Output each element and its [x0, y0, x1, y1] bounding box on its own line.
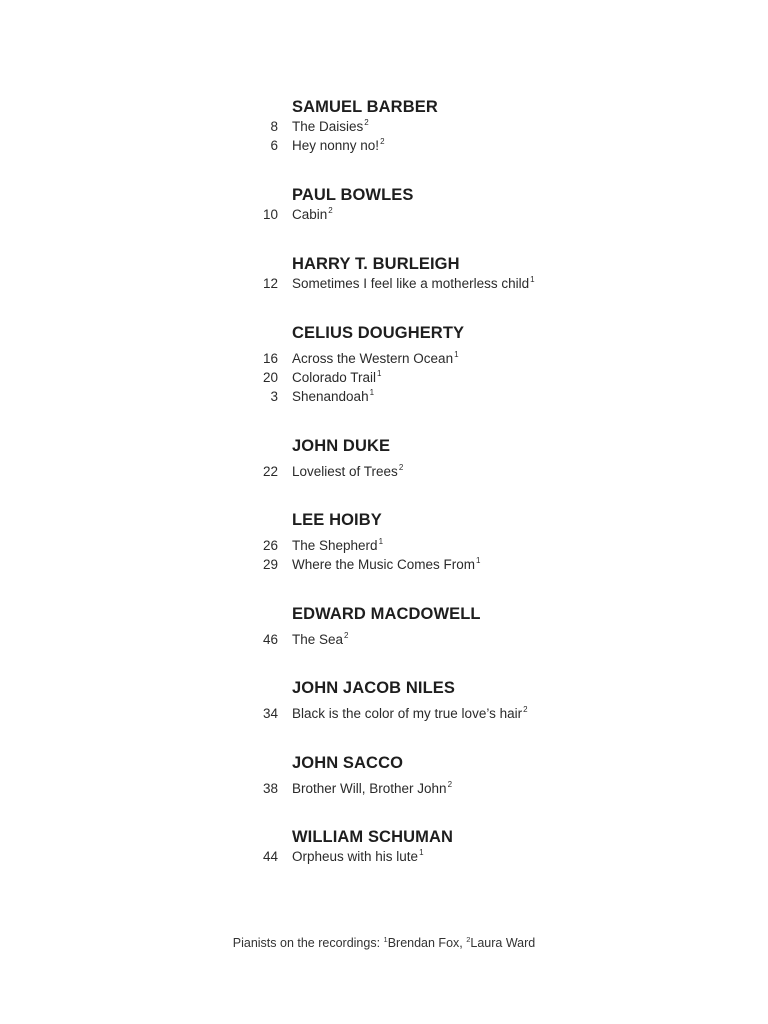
pianist-footnote-marker: 2	[344, 631, 349, 640]
song-title: The Shepherd$^1$	[292, 537, 384, 553]
pianists-footnote	[0, 936, 768, 950]
song-entry	[258, 387, 718, 406]
song-title: Where the Music Comes From$^1$	[292, 556, 481, 572]
composer-name: SAMUEL BARBER	[292, 98, 438, 116]
composer-section-schuman	[258, 827, 718, 866]
page-number: 26	[262, 538, 278, 553]
song-title: Brother Will, Brother John$^2$	[292, 780, 453, 796]
pianist-footnote-marker: 1	[530, 275, 535, 284]
composer-section-bowles	[258, 185, 718, 224]
page-number: 3	[270, 389, 278, 404]
pianist-footnote-marker: 1	[454, 350, 459, 359]
footnote-marker-2: 2	[466, 935, 471, 944]
page-number: 29	[262, 557, 278, 572]
song-entry	[258, 630, 718, 649]
composer-section-hoiby	[258, 510, 718, 574]
song-entry	[258, 847, 718, 866]
composer-section-macdowell	[258, 604, 718, 649]
pianist-footnote-marker: 2	[364, 118, 369, 127]
composer-name: WILLIAM SCHUMAN	[292, 828, 453, 846]
song-entry	[258, 462, 718, 481]
song-title: Loveliest of Trees$^2$	[292, 463, 404, 479]
pianist-footnote-marker: 2	[523, 705, 528, 714]
song-entry	[258, 274, 718, 293]
composer-name: JOHN SACCO	[292, 754, 404, 772]
pianist-footnote-marker: 2	[328, 206, 333, 215]
song-title: The Daisies$^2$	[292, 118, 369, 134]
footnote-marker-1: 1	[383, 935, 388, 944]
song-title: Sometimes I feel like a motherless child$^1$	[292, 275, 535, 291]
composer-section-sacco	[258, 753, 718, 798]
composer-section-dougherty	[258, 323, 718, 406]
page-number: 6	[270, 138, 278, 153]
song-title: Cabin$^2$	[292, 206, 333, 222]
song-title: Orpheus with his lute$^1$	[292, 848, 424, 864]
song-entry	[258, 536, 718, 555]
composer-name: LEE HOIBY	[292, 511, 382, 529]
pianist-footnote-marker: 2	[447, 780, 453, 789]
footnote-prefix: Pianists on the recordings:	[232, 936, 384, 950]
page-number: 8	[270, 119, 278, 134]
song-entry	[258, 779, 718, 798]
composer-name: JOHN JACOB NILES	[292, 679, 455, 697]
composer-section-burleigh	[258, 254, 718, 293]
song-title: Hey nonny no!$^2$	[292, 137, 385, 153]
song-entry	[258, 704, 718, 723]
pianist-footnote-marker: 2	[398, 463, 404, 472]
song-title: Across the Western Ocean$^1$	[292, 350, 459, 366]
pianist-footnote-marker: 2	[380, 137, 385, 146]
pianist-footnote-marker: 1	[377, 369, 382, 378]
composer-section-niles	[258, 678, 718, 723]
song-entry	[258, 349, 718, 368]
composer-section-duke	[258, 436, 718, 481]
page-number: 12	[262, 276, 278, 291]
composer-name: PAUL BOWLES	[292, 186, 414, 204]
song-entry	[258, 205, 718, 224]
composer-section-barber	[258, 97, 718, 155]
page-number: 22	[262, 464, 278, 479]
page-number: 46	[262, 632, 278, 647]
song-entry	[258, 117, 718, 136]
pianist-footnote-marker: 1	[369, 388, 375, 397]
page-number: 20	[262, 370, 278, 385]
composer-name: JOHN DUKE	[292, 437, 391, 455]
pianist-footnote-marker: 1	[378, 537, 384, 546]
page-number: 10	[262, 207, 278, 222]
pianist-1-name: Brendan Fox,	[387, 936, 467, 950]
pianist-footnote-marker: 1	[476, 556, 481, 565]
page-number: 34	[262, 706, 278, 721]
composer-name: EDWARD MACDOWELL	[292, 605, 481, 623]
song-entry	[258, 555, 718, 574]
composer-name: CELIUS DOUGHERTY	[292, 324, 465, 342]
page-number: 38	[262, 781, 278, 796]
page-number: 16	[262, 351, 278, 366]
song-entry	[258, 368, 718, 387]
song-title: Black is the color of my true love’s hair$^2$	[292, 705, 528, 721]
song-entry	[258, 136, 718, 155]
song-title: Shenandoah$^1$	[292, 388, 375, 404]
composer-name: HARRY T. BURLEIGH	[292, 255, 460, 273]
song-title: Colorado Trail$^1$	[292, 369, 382, 385]
pianist-footnote-marker: 1	[419, 848, 424, 857]
pianist-2-name: Laura Ward	[470, 936, 536, 950]
song-title: The Sea$^2$	[292, 631, 349, 647]
page-number: 44	[262, 849, 278, 864]
